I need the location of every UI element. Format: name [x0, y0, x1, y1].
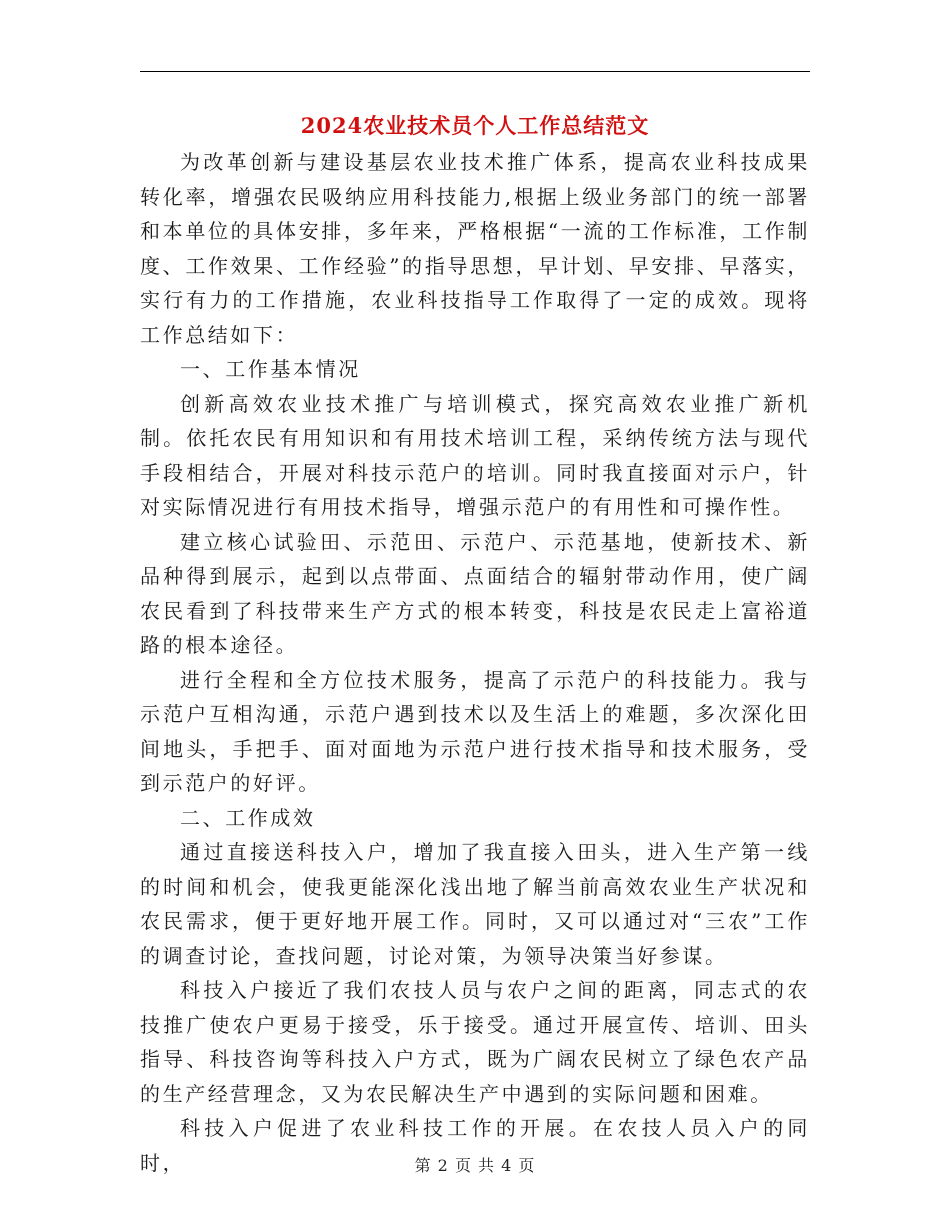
paragraph-training-model: 创新高效农业技术推广与培训模式，探究高效农业推广新机制。依托农民有用知识和有用技术培训工程，采纳传统方法与现代手段相结合，开展对科技示范户的培训。同时我直接面对示户，针对实际情况进行有用技术指导，增强示范户的有用性和可操作性。	[140, 391, 810, 519]
paragraph-demo-fields: 建立核心试验田、示范田、示范户、示范基地，使新技术、新品种得到展示，起到以点带面、点面结合的辐射带动作用，使广阔农民看到了科技带来生产方式的根本转变，科技是农民走上富裕道路的根本途径。	[140, 529, 810, 657]
paragraph-closer-distance: 科技入户接近了我们农技人员与农户之间的距离，同志式的农技推广使农户更易于接受，乐于接受。通过开展宣传、培训、田头指导、科技咨询等科技入户方式，既为广阔农民树立了绿色农产品的生产经营理念，又为农民解决生产中遇到的实际问题和困难。	[140, 978, 810, 1106]
paragraph-promotion: 科技入户促进了农业科技工作的开展。在农技人员入户的同时，	[140, 1116, 810, 1175]
paragraph-intro: 为改革创新与建设基层农业技术推广体系，提高农业科技成果转化率，增强农民吸纳应用科技能力,根据上级业务部门的统一部署和本单位的具体安排，多年来，严格根据“一流的工作标准，工作制度、工作效果、工作经验”的指导思想，早计划、早安排、早落实，实行有力的工作措施，农业科技指导工作取得了一定的成效。现将工作总结如下：	[140, 150, 810, 347]
paragraph-technical-service: 进行全程和全方位技术服务，提高了示范户的科技能力。我与示范户互相沟通，示范户遇到技术以及生活上的难题，多次深化田间地头，手把手、面对面地为示范户进行技术指导和技术服务，受到示范户的好评。	[140, 667, 810, 795]
section-heading-basic-situation: 一、工作基本情况	[180, 357, 361, 381]
page-number: 第 2 页 共 4 页	[414, 1156, 536, 1175]
document-title: 2024农业技术员个人工作总结范文	[300, 113, 650, 138]
section-heading-results: 二、工作成效	[180, 805, 316, 830]
paragraph-direct-delivery: 通过直接送科技入户，增加了我直接入田头，进入生产第一线的时间和机会，使我更能深化浅出地了解当前高效农业生产状况和农民需求，便于更好地开展工作。同时，又可以通过对“三农”工作的调查讨论，查找问题，讨论对策，为领导决策当好参谋。	[140, 840, 810, 968]
document-body	[140, 145, 810, 1180]
header-rule	[140, 71, 810, 72]
